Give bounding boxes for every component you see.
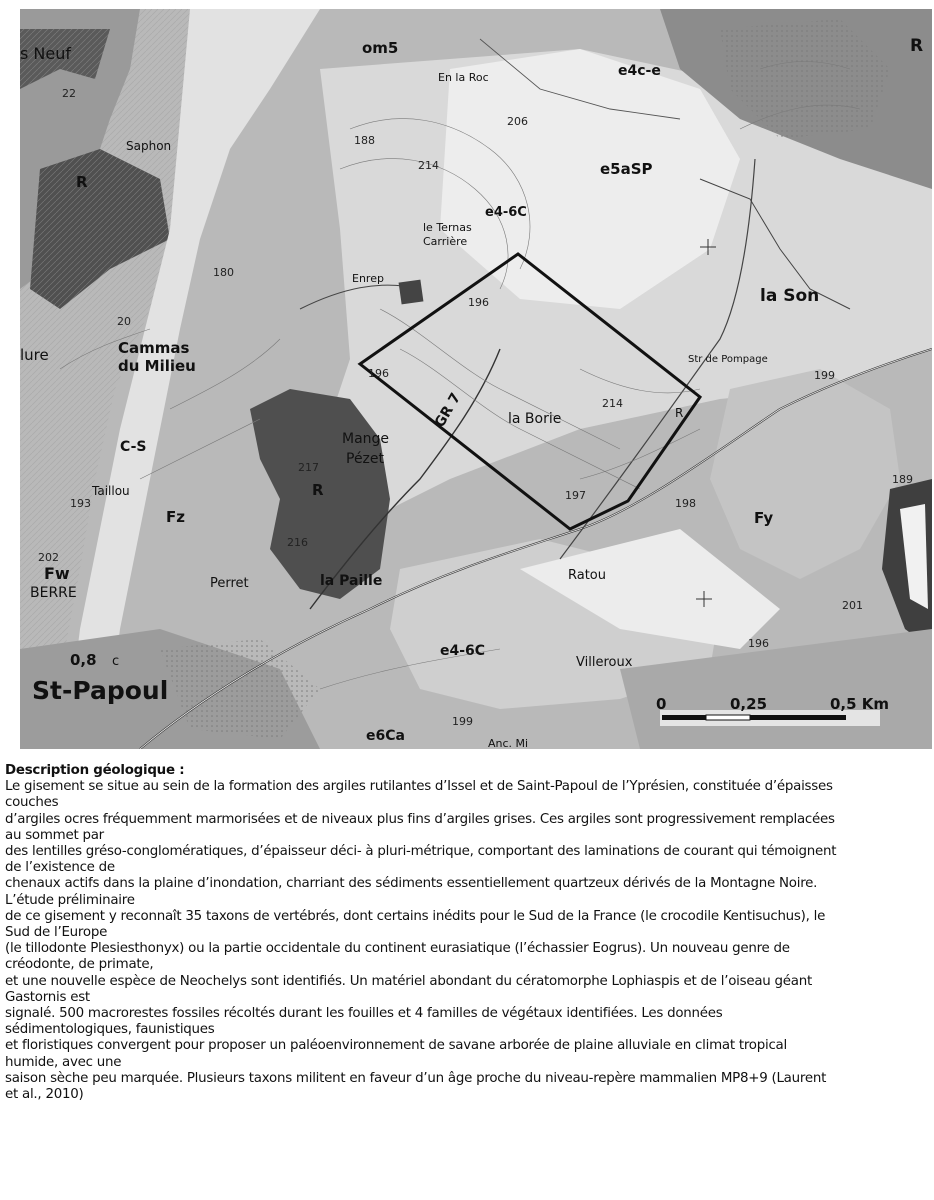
label-om5: om5: [362, 39, 399, 57]
description-line: signalé. 500 macrorestes fossiles récoltés durant les fouilles et 4 familles de végétaux identifiées. Les données: [5, 1006, 723, 1022]
label-e4-6c-top: e4-6C: [485, 205, 527, 220]
scale-label-025: 0,25: [730, 695, 768, 713]
label-22: 22: [62, 87, 76, 100]
label-188: 188: [354, 134, 375, 147]
scale-bar-seg2: [706, 715, 750, 720]
label-carriere: Carrière: [423, 235, 468, 248]
label-saphon: Saphon: [126, 139, 172, 153]
label-mange: Mange: [342, 431, 390, 447]
label-pays-neuf: s Neuf: [20, 44, 72, 63]
label-189: 189: [892, 473, 913, 486]
label-198: 198: [675, 497, 696, 510]
label-217: 217: [298, 461, 319, 474]
description-line: couches: [5, 795, 59, 811]
geological-description: [5, 763, 931, 1103]
description-line: humide, avec une: [5, 1054, 122, 1070]
description-line: d’argiles ocres fréquemment marmorisées et de niveaux plus fins d’argiles grises. Ces argiles sont progressivement remplacées: [5, 811, 835, 827]
label-180: 180: [213, 266, 234, 279]
label-r-dark: R: [312, 481, 324, 499]
label-lure: lure: [20, 346, 49, 364]
label-216: 216: [287, 536, 308, 549]
description-line: Gastornis est: [5, 989, 90, 1005]
label-taillou: Taillou: [92, 484, 130, 498]
label-e6ca: e6Ca: [366, 728, 405, 744]
label-197: 197: [565, 489, 586, 502]
label-en-la-roc: En la Roc: [438, 71, 489, 84]
description-line: sédimentologiques, faunistiques: [5, 1022, 215, 1038]
description-line: (le tillodonte Plesiesthonyx) ou la partie occidentale du continent eurasiatique (l’échassier Eogrus). Un nouveau genre de: [5, 941, 790, 957]
label-199-low: 199: [452, 715, 473, 728]
description-line: et al., 2010): [5, 1087, 84, 1103]
label-la-paille: la Paille: [320, 573, 383, 589]
label-193: 193: [70, 497, 91, 510]
label-214-mid: 214: [602, 397, 623, 410]
label-st-papoul: St-Papoul: [32, 676, 169, 705]
label-20: 20: [117, 315, 131, 328]
label-196-top: 196: [468, 296, 489, 309]
description-line: Le gisement se situe au sein de la formation des argiles rutilantes d’Issel et de Saint-Papoul de l’Yprésien, constituée d’épaisses: [5, 779, 833, 795]
label-e4-6c-low: e4-6C: [440, 643, 486, 659]
label-cs: C-S: [120, 439, 147, 455]
label-201: 201: [842, 599, 863, 612]
label-214-top: 214: [418, 159, 439, 172]
label-perret: Perret: [210, 576, 249, 591]
scale-label-05km: 0,5 Km: [830, 695, 890, 713]
label-ratou: Ratou: [568, 568, 607, 583]
label-r-top-right: R: [910, 36, 924, 56]
label-196-low: 196: [748, 637, 769, 650]
label-la-borie: la Borie: [508, 411, 562, 427]
description-line: Sud de l’Europe: [5, 925, 108, 941]
label-r-mid: R: [675, 406, 684, 420]
description-line: créodonte, de primate,: [5, 957, 154, 973]
description-line: et floristiques convergent pour proposer un paléoenvironnement de savane arborée de plaine alluviale en climat tropical: [5, 1038, 787, 1054]
description-line: et une nouvelle espèce de Neochelys sont identifiés. Un matériel abondant du cératomorphe Lophiaspis et de l’oiseau géant: [5, 973, 812, 989]
label-fw: Fw: [44, 564, 70, 583]
label-gr7: GR 7: [431, 390, 465, 431]
label-anc-mi: Anc. Mi: [488, 737, 529, 749]
label-cammas: Cammas: [118, 339, 190, 357]
label-la-son: la Son: [760, 286, 820, 306]
label-villeroux: Villeroux: [576, 655, 633, 670]
description-line: de ce gisement y reconnaît 35 taxons de vertébrés, dont certains inédits pour le Sud de la France (le crocodile Kentisuchus), le: [5, 908, 826, 924]
geological-map: [20, 9, 932, 749]
label-199-right: 199: [814, 369, 835, 382]
label-196-left: 196: [368, 367, 389, 380]
label-e4c-e: e4c-e: [618, 63, 661, 79]
description-title: Description géologique :: [5, 763, 185, 778]
description-line: au sommet par: [5, 827, 104, 843]
label-202: 202: [38, 551, 59, 564]
label-fy: Fy: [754, 509, 774, 527]
scale-bar-seg3: [750, 715, 846, 720]
label-pezet: Pézet: [346, 451, 385, 467]
label-r-left: R: [76, 173, 88, 191]
label-e5asp: e5aSP: [600, 160, 653, 178]
label-206: 206: [507, 115, 528, 128]
geological-map-svg: [20, 9, 932, 749]
label-enrep: Enrep: [352, 272, 384, 285]
site-marker: [399, 280, 424, 305]
label-berre: BERRE: [30, 585, 77, 601]
scale-bar-seg1: [662, 715, 706, 720]
description-line: saison sèche peu marquée. Plusieurs taxons militent en faveur d’un âge proche du niveau-repère mammalien MP8+9 (Laurent: [5, 1070, 827, 1086]
label-str-pompage: Str de Pompage: [688, 354, 768, 365]
label-le-ternas: le Ternas: [423, 221, 472, 234]
description-line: de l’existence de: [5, 860, 115, 876]
label-fz: Fz: [166, 508, 185, 526]
description-line: des lentilles gréso-conglomératiques, d’épaisseur déci- à pluri-métrique, comportant des laminations de courant qui témoignent: [5, 844, 837, 860]
description-line: chenaux actifs dans la plaine d’inondation, charriant des sédiments essentiellement quartzeux dérivés de la Montagne Noire.: [5, 876, 818, 892]
label-0-8: 0,8: [70, 651, 97, 669]
label-c: c: [112, 654, 120, 669]
description-line: L’étude préliminaire: [5, 892, 135, 908]
label-du-milieu: du Milieu: [118, 357, 196, 375]
scale-label-0: 0: [656, 695, 667, 713]
